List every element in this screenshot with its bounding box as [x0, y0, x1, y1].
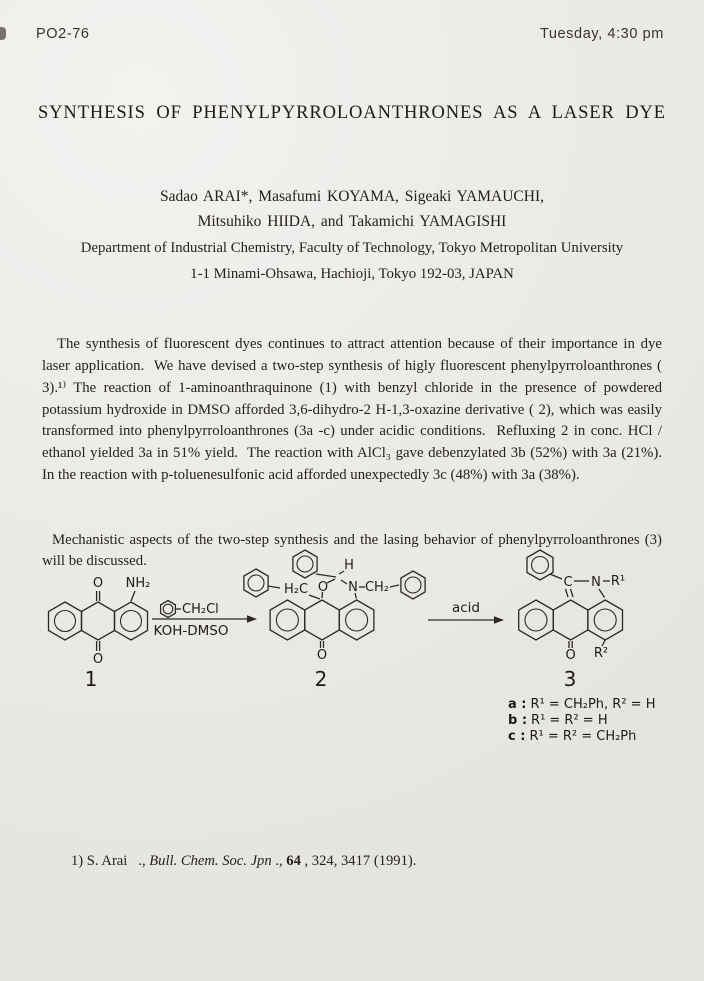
amine-label: NH₂ — [125, 576, 151, 591]
session-code: PO2-76 — [36, 26, 90, 42]
affiliation-line-2: 1-1 Minami-Ohsawa, Hachioji, Tokyo 192-03, JAPAN — [190, 265, 514, 282]
compound-3-number: 3 — [563, 667, 577, 691]
compound3-carbonyl-o: O — [565, 648, 576, 663]
arrowhead-2 — [494, 616, 504, 624]
r1-label: R¹ — [610, 574, 626, 589]
affiliation-line-1: Department of Industrial Chemistry, Faculty of Technology, Tokyo Metropolitan University — [80, 240, 624, 256]
carbonyl-bottom-o: O — [92, 652, 104, 667]
author-line-1: Sadao ARAI*, Masafumi KOYAMA, Sigeaki YAMAUCHI, — [160, 188, 544, 205]
reagent-ch2cl-label: CH₂Cl — [182, 602, 219, 617]
carbonyl-top-o: O — [92, 576, 104, 591]
footnote-sep: ., — [275, 853, 287, 869]
conference-header — [36, 26, 664, 42]
pyrrole-n-label: N — [591, 575, 601, 590]
footnote-prefix: 1) S. Arai ., — [71, 853, 150, 869]
footnote-journal: Bull. Chem. Soc. Jpn — [149, 853, 276, 869]
abstract-paragraph-2: Mechanistic aspects of the two-step synthesis and the lasing behavior of phenylpyrroloanthrones (3) will be discussed. — [42, 531, 666, 570]
methine-h-label: H — [344, 558, 354, 573]
benzyl-chloride-reagent — [161, 601, 219, 618]
compound-2-structure — [244, 550, 425, 691]
compound-2-number: 2 — [314, 667, 328, 691]
session-time: Tuesday, 4:30 pm — [539, 26, 664, 42]
reaction-scheme — [0, 540, 704, 765]
reagent-acid-label: acid — [451, 600, 481, 616]
h2c-label: H₂C — [283, 582, 309, 597]
arrowhead-1 — [247, 615, 257, 623]
authors-block — [0, 184, 704, 285]
substituent-line-a: a : R¹ = CH₂Ph, R² = H — [508, 697, 656, 712]
scan-artifact — [0, 27, 6, 40]
step2-arrow — [428, 600, 504, 624]
reagent-koh-dmso-label: KOH-DMSO — [153, 623, 229, 639]
compound-3-structure — [519, 550, 625, 691]
substituent-line-b: b : R¹ = R² = H — [508, 713, 608, 728]
step1-arrow — [152, 601, 257, 640]
n-ch2-label: CH₂ — [364, 580, 390, 595]
footnote-volume: 64 — [286, 853, 301, 869]
footnote-rest: , 324, 3417 (1991). — [300, 853, 417, 869]
substituent-definitions — [508, 697, 656, 744]
author-line-2: Mitsuhiko HIIDA, and Takamichi YAMAGISHI — [197, 213, 507, 230]
oxazine-n-label: N — [348, 580, 358, 595]
r2-label: R² — [593, 646, 609, 661]
compound-1-structure — [49, 576, 151, 691]
reference-footnote — [71, 853, 416, 870]
abstract-paragraph-1: The synthesis of fluorescent dyes continues to attract attention because of their importance in dye laser application. We have devised a two-step synthesis of higly fluorescent phenylpyrroloanthrones ( 3).¹⁾ The reaction of 1-aminoanthraquinone (1) with benzyl chloride in the presence of powdered potassium hydroxide in DMSO afforded 3,6-dihydro-2 H-1,3-oxazine derivative ( 2), which was easily transformed into phenylpyrroloanthrones (3a -c) under acidic conditions. Refluxing 2 in conc. HCl / ethanol yielded 3a in 51% yield. The reaction with AlCl₃ gave debenzylated 3b (52%) with 3a (21%). In the reaction with p-toluenesulfonic acid afforded unexpectedly 3c (48%) with 3a (38%). — [42, 336, 670, 483]
pyrrole-c-label: C — [563, 575, 573, 590]
compound2-carbonyl-o: O — [316, 648, 328, 663]
compound-1-number: 1 — [84, 667, 98, 691]
paper-title: SYNTHESIS OF PHENYLPYRROLOANTHRONES AS A LASER DYE — [37, 103, 666, 123]
oxazine-o-label: O — [317, 580, 329, 595]
substituent-line-c: c : R¹ = R² = CH₂Ph — [508, 729, 637, 744]
